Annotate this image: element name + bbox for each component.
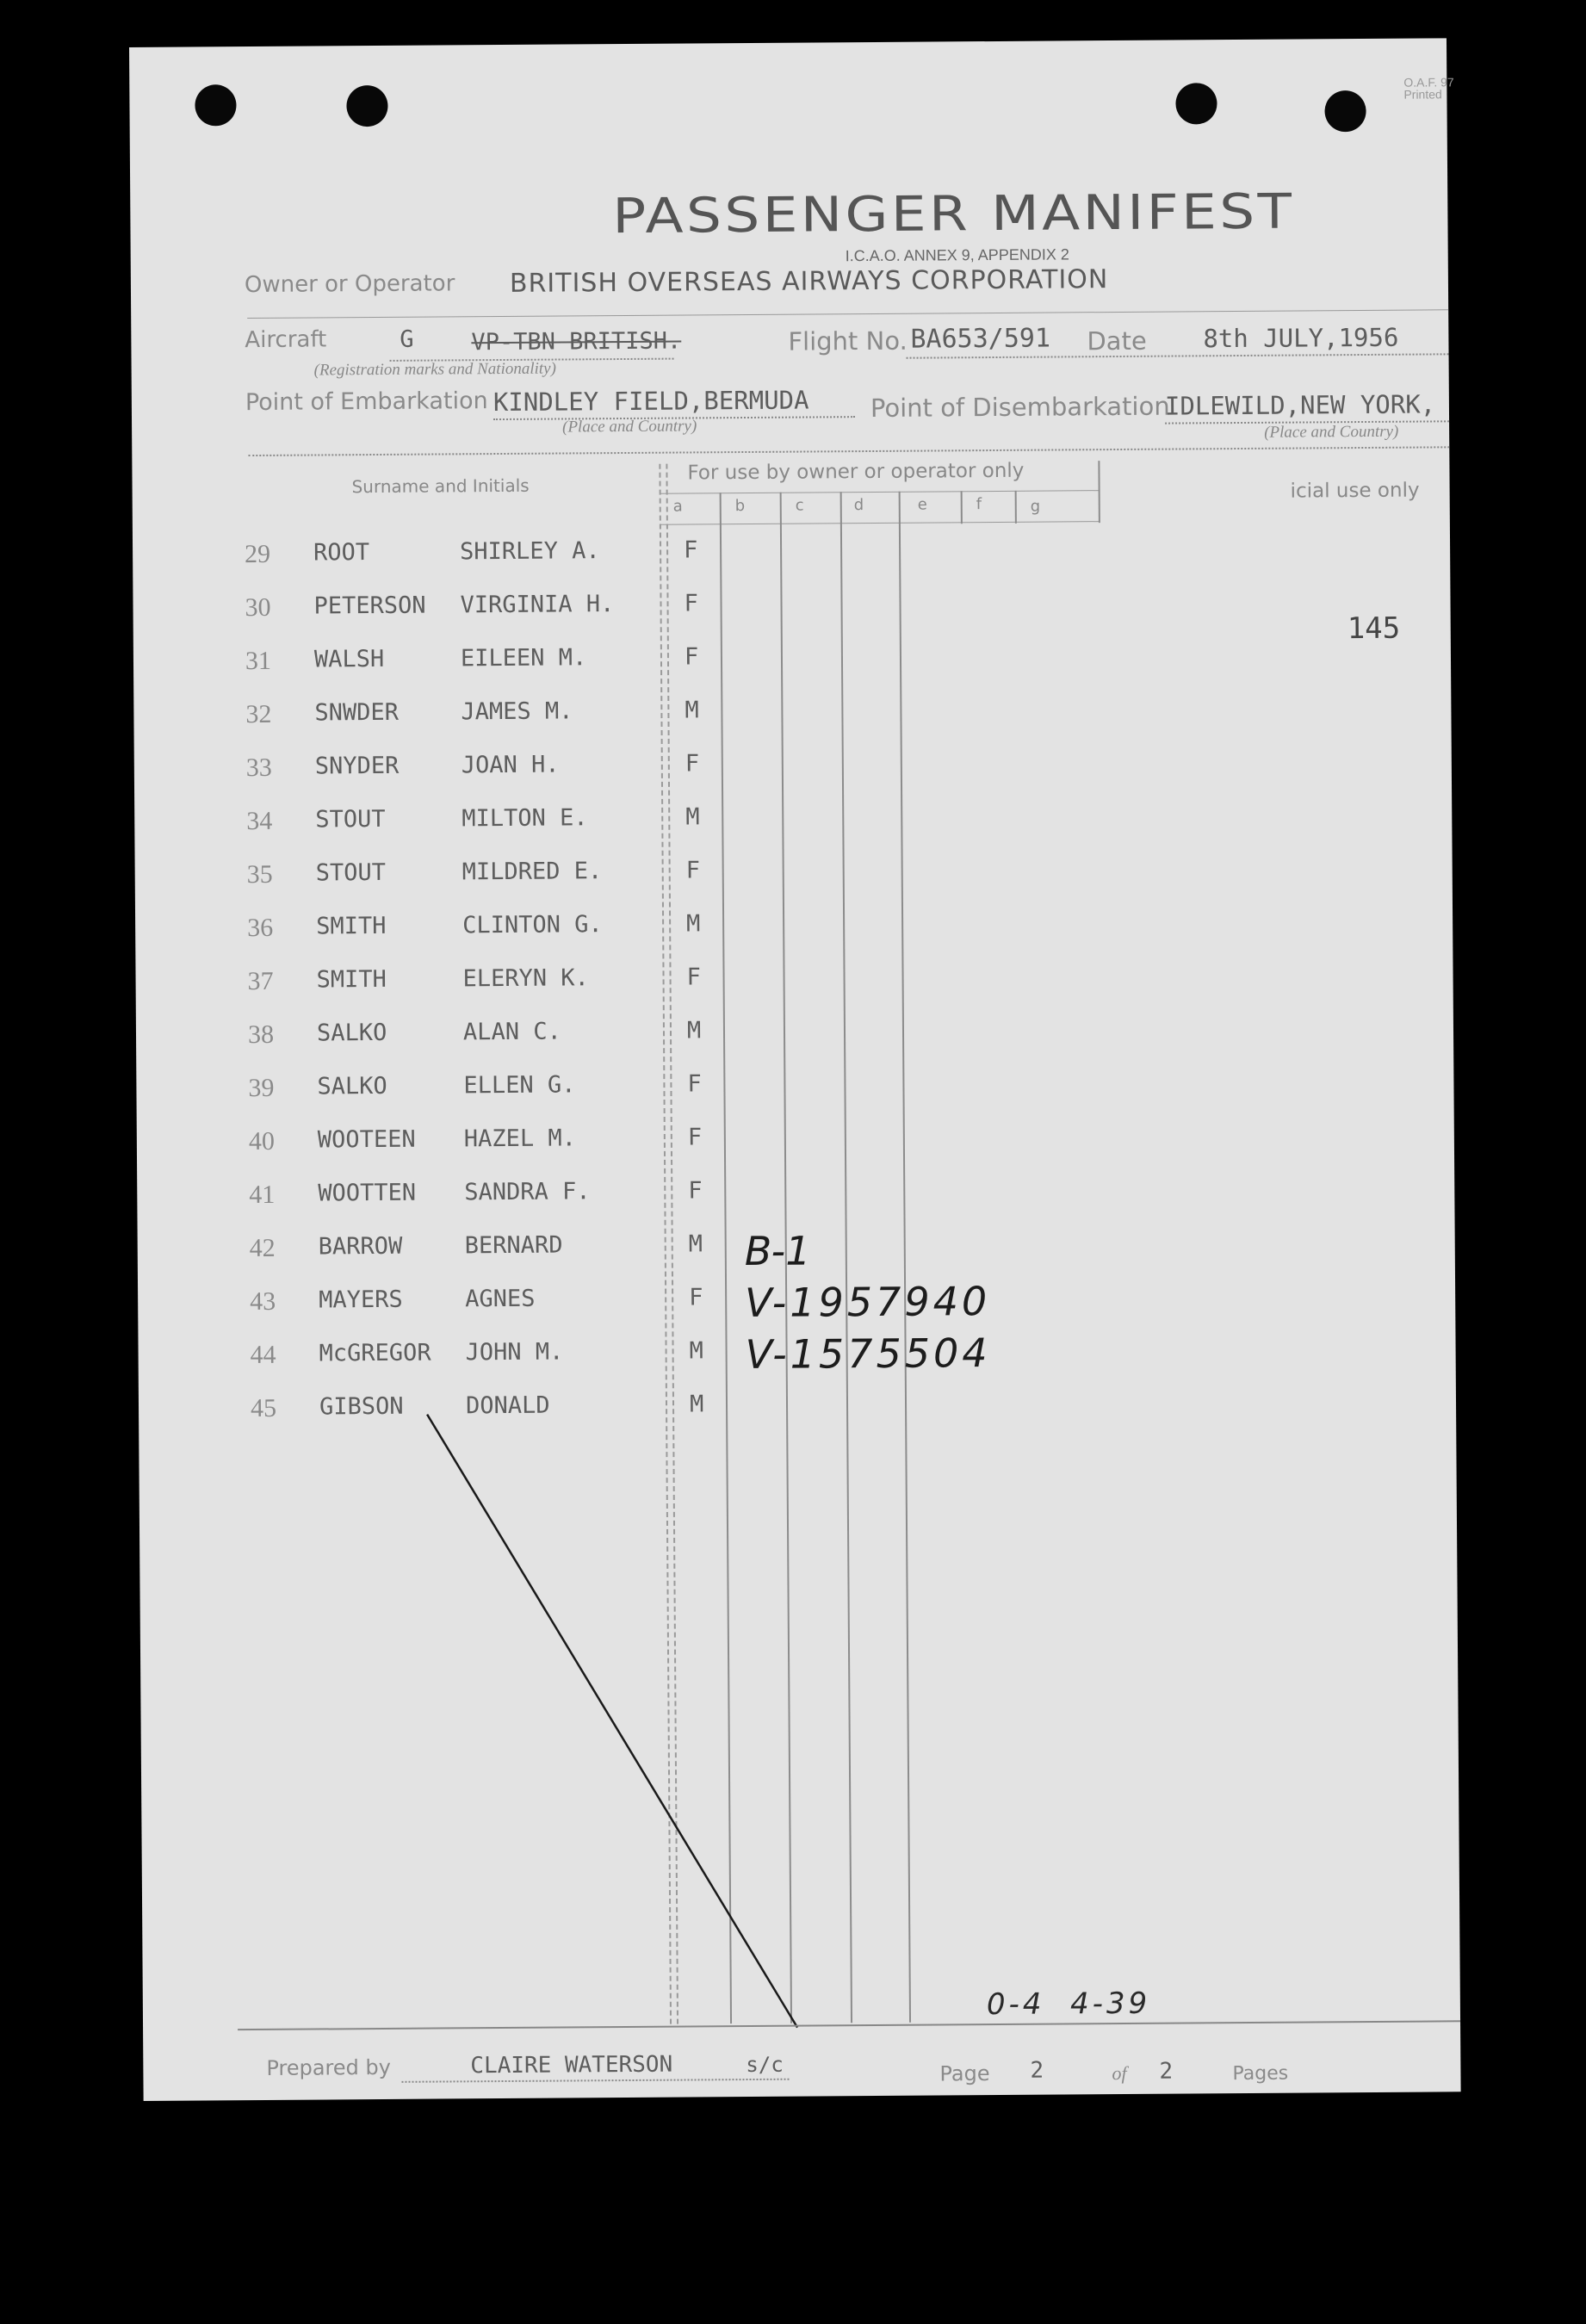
row-number: 30	[245, 592, 271, 623]
prepared-label: Prepared by	[266, 2054, 391, 2080]
row-number: 29	[244, 539, 271, 569]
owner-value: BRITISH OVERSEAS AIRWAYS CORPORATION	[509, 264, 1109, 299]
registration-value: VP-TBN BRITISH.	[471, 327, 682, 356]
of-label: of	[1112, 2061, 1127, 2085]
passenger-surname: STOUT	[315, 805, 386, 834]
official-header: icial use only	[1290, 479, 1420, 503]
row-number: 34	[246, 806, 273, 836]
col-g: g	[1030, 497, 1041, 516]
page-title: PASSENGER MANIFEST	[612, 183, 1295, 245]
row-number: 42	[249, 1233, 276, 1263]
passenger-given-name: DONALD	[465, 1391, 550, 1420]
passenger-given-name: BERNARD	[464, 1231, 563, 1260]
passenger-surname: PETERSON	[313, 592, 426, 620]
row-number: 40	[248, 1126, 275, 1156]
passenger-surname: BARROW	[318, 1232, 403, 1261]
passenger-surname: STOUT	[315, 858, 387, 887]
col-b: b	[734, 497, 746, 516]
icao-reference: I.C.A.O. ANNEX 9, APPENDIX 2	[845, 245, 1069, 265]
passenger-given-name: VIRGINIA H.	[460, 591, 615, 619]
passenger-given-name: CLINTON G.	[462, 911, 603, 939]
passenger-sex: F	[686, 964, 701, 991]
col-d: d	[853, 496, 864, 515]
disembark-value: IDLEWILD,NEW YORK,	[1164, 389, 1436, 421]
row-number: 37	[247, 966, 274, 996]
passenger-surname: SALKO	[317, 1072, 387, 1100]
passenger-sex: M	[685, 697, 699, 724]
passenger-sex: F	[688, 1177, 703, 1205]
manifest-sheet	[129, 38, 1461, 2101]
row-number: 43	[250, 1286, 276, 1317]
passenger-sex: F	[689, 1284, 703, 1311]
row-number: 45	[250, 1393, 277, 1423]
passenger-given-name: HAZEL M.	[463, 1125, 577, 1153]
col-c: c	[795, 496, 804, 515]
prepared-value: CLAIRE WATERSON	[470, 2051, 673, 2079]
passenger-surname: McGREGOR	[319, 1339, 431, 1367]
passenger-sex: M	[686, 910, 701, 938]
passenger-sex: F	[687, 1070, 702, 1098]
passenger-sex: F	[683, 536, 698, 564]
col-a: a	[672, 497, 683, 516]
passenger-given-name: MILDRED E.	[462, 858, 603, 886]
page-label: Page	[939, 2061, 990, 2086]
passenger-surname: MAYERS	[319, 1286, 403, 1314]
passenger-given-name: JOAN H.	[461, 751, 560, 779]
passenger-surname: SALKO	[316, 1019, 387, 1047]
handwritten-note: V-1575504	[745, 1329, 991, 1379]
passenger-surname: ROOT	[313, 539, 370, 567]
page-value: 2	[1030, 2057, 1044, 2084]
passenger-sex: M	[688, 1230, 703, 1258]
row-number: 33	[245, 753, 272, 783]
handwritten-code: 0-4 4-39	[986, 1986, 1151, 2023]
passenger-surname: SMITH	[316, 965, 387, 994]
row-number: 39	[248, 1073, 275, 1103]
registration-note: (Registration marks and Nationality)	[313, 359, 556, 380]
passenger-given-name: AGNES	[465, 1285, 536, 1313]
passenger-given-name: ALAN C.	[462, 1018, 561, 1046]
passenger-surname: SNYDER	[314, 752, 400, 780]
passenger-sex: M	[686, 1017, 702, 1044]
passenger-surname: WALSH	[313, 645, 385, 673]
of-value: 2	[1159, 2058, 1174, 2085]
passenger-given-name: MILTON E.	[462, 804, 588, 833]
aircraft-label: Aircraft	[245, 326, 327, 354]
date-label: Date	[1087, 325, 1147, 356]
passenger-given-name: ELERYN K.	[462, 964, 589, 993]
col-e: e	[917, 495, 927, 514]
passenger-surname: GIBSON	[319, 1392, 404, 1421]
passenger-sex: M	[689, 1391, 704, 1418]
passenger-given-name: JAMES M.	[461, 697, 573, 726]
embark-note: (Place and Country)	[562, 417, 697, 437]
passenger-sex: F	[684, 643, 699, 671]
passenger-surname: WOOTEEN	[317, 1125, 416, 1154]
flight-label: Flight No.	[788, 325, 908, 356]
row-number: 31	[245, 646, 272, 676]
passenger-given-name: EILEEN M.	[460, 644, 587, 672]
operator-header: For use by owner or operator only	[687, 459, 1025, 485]
passenger-sex: F	[685, 750, 700, 778]
prepared-suffix: s/c	[746, 2052, 784, 2078]
passenger-given-name: JOHN M.	[465, 1338, 564, 1367]
embark-label: Point of Embarkation	[245, 387, 488, 417]
strikethrough-line	[129, 38, 1461, 2101]
handwritten-note: V-1957940	[745, 1278, 991, 1327]
passenger-sex: M	[685, 803, 700, 831]
row-number: 41	[249, 1180, 276, 1210]
pages-label: Pages	[1232, 2062, 1289, 2085]
row-number: 38	[247, 1019, 275, 1050]
row-number: 32	[245, 699, 272, 729]
passenger-surname: WOOTTEN	[318, 1179, 417, 1207]
disembark-note: (Place and Country)	[1264, 422, 1399, 442]
passenger-sex: F	[685, 857, 701, 884]
form-number: O.A.F. 97 Printed	[1403, 75, 1454, 102]
surname-header: Surname and Initials	[351, 474, 530, 498]
col-f: f	[976, 495, 982, 514]
aircraft-value: G	[400, 325, 414, 353]
passenger-given-name: SHIRLEY A.	[459, 537, 600, 566]
row-number: 35	[246, 859, 273, 889]
flight-value: BA653/591	[910, 323, 1051, 355]
embark-value: KINDLEY FIELD,BERMUDA	[493, 385, 809, 418]
passenger-surname: SNWDER	[314, 698, 400, 727]
handwritten-note: B-1	[744, 1227, 811, 1275]
passenger-sex: F	[687, 1124, 703, 1151]
passenger-given-name: ELLEN G.	[463, 1071, 576, 1100]
passenger-sex: F	[684, 590, 698, 617]
passenger-surname: SMITH	[316, 912, 387, 940]
date-value: 8th JULY,1956	[1203, 322, 1399, 354]
owner-label: Owner or Operator	[244, 270, 455, 299]
disembark-label: Point of Disembarkation	[870, 391, 1170, 423]
passenger-given-name: SANDRA F.	[464, 1178, 591, 1206]
row-number: 36	[247, 913, 274, 943]
official-number: 145	[1347, 610, 1401, 647]
row-number: 44	[250, 1340, 276, 1370]
passenger-sex: M	[689, 1337, 703, 1365]
